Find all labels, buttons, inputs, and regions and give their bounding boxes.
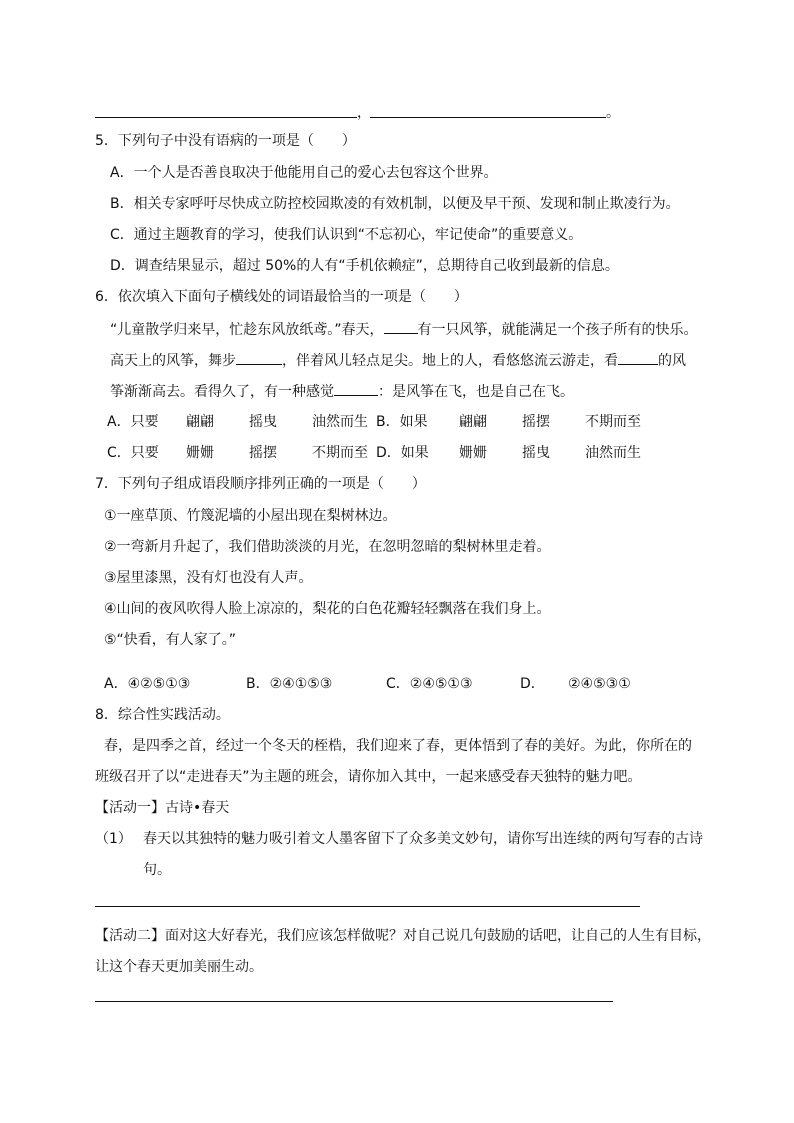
option-word: 不期而至 xyxy=(585,414,641,430)
question-5-option-d[interactable]: D．调查结果显示，超过 50%的人有“手机依赖症”，总期待自己收到最新的信息。 xyxy=(110,258,619,274)
question-5-option-c[interactable]: C．通过主题教育的学习，使我们认识到“不忘初心，牢记使命”的重要意义。 xyxy=(110,227,583,243)
question-7-option-d-label[interactable]: D． xyxy=(520,676,545,692)
fill-blank-3[interactable] xyxy=(618,350,658,365)
question-6-stem: 6．依次填入下面句子横线处的词语最恰当的一项是（ ） xyxy=(95,289,468,305)
question-7-option-d-text: ②④⑤③① xyxy=(568,676,631,692)
option-word: 油然而生 xyxy=(312,414,368,430)
answer-blank-2[interactable] xyxy=(370,117,606,118)
question-6-passage-line-3 xyxy=(110,381,574,402)
activity-1-prompt-line-1: 春天以其独特的魅力吸引着文人墨客留下了众多美文妙句，请你写出连续的两句写春的古诗 xyxy=(143,831,703,847)
option-word: 摇摆 xyxy=(249,445,277,461)
question-8-stem: 8．综合性实践活动。 xyxy=(95,707,230,723)
question-8-intro-line-2: 班级召开了以“走进春天”为主题的班会，请你加入其中，一起来感受春天独特的魅力吧。 xyxy=(95,769,642,785)
question-7-sentence-1: ①一座草顶、竹篾泥墙的小屋出现在梨树林边。 xyxy=(104,508,397,524)
activity-1-answer-line[interactable] xyxy=(95,906,640,907)
option-word: 翩翩 xyxy=(186,414,214,430)
activity-2-prompt-line-1 xyxy=(95,926,711,946)
fill-blank-4[interactable] xyxy=(334,381,378,396)
activity-2-answer-line[interactable] xyxy=(95,1001,613,1002)
fill-blank-2[interactable] xyxy=(236,350,282,365)
question-7-option-c[interactable]: C．②④⑤①③ xyxy=(386,676,473,692)
option-word: 摇曳 xyxy=(522,445,550,461)
question-7-sentence-4: ④山间的夜风吹得人脸上凉凉的，梨花的白色花瓣轻轻飘落在我们身上。 xyxy=(104,601,551,617)
activity-2-text: 面对这大好春光，我们应该怎样做呢？对自己说几句鼓励的话吧，让自己的人生有目标， xyxy=(165,928,711,944)
passage-text: “儿童散学归来早，忙趁东风放纸鸢。”春天， xyxy=(110,322,384,338)
option-word: 摇曳 xyxy=(249,414,277,430)
period-text: 。 xyxy=(606,105,620,121)
question-8-intro-line-1: 春，是四季之首，经过一个冬天的桎梏，我们迎来了春，更体悟到了春的美好。为此，你所在的 xyxy=(104,738,692,754)
activity-2-prompt-line-2: 让这个春天更加美丽生动。 xyxy=(95,959,263,975)
question-5-option-b[interactable]: B．相关专家呼吁尽快成立防控校园欺凌的有效机制，以便及早干预、发现和制止欺凌行为。 xyxy=(110,196,680,212)
activity-2-label: 【活动二】 xyxy=(95,928,165,944)
question-7-sentence-5: ⑤“快看，有人家了。” xyxy=(104,632,237,648)
question-6-passage-line-1 xyxy=(110,319,698,340)
option-c-label[interactable]: C．只要 xyxy=(107,445,159,461)
question-7-stem: 7．下列句子组成语段顺序排列正确的一项是（ ） xyxy=(95,476,426,492)
question-7-sentence-3: ③屋里漆黑，没有灯也没有人声。 xyxy=(104,570,313,586)
option-word: 翩翩 xyxy=(459,414,487,430)
question-7-option-b[interactable]: B．②④①⑤③ xyxy=(246,676,333,692)
answer-blank-1[interactable] xyxy=(95,117,357,118)
option-word: 姗姗 xyxy=(186,445,214,461)
question-5-stem: 5．下列句子中没有语病的一项是（ ） xyxy=(95,133,356,149)
comma-text: ， xyxy=(357,105,371,121)
activity-1-title: 【活动一】古诗•春天 xyxy=(95,800,230,816)
passage-text: 的风 xyxy=(658,353,686,369)
question-7-sentence-2: ②一弯新月升起了，我们借助淡淡的月光，在忽明忽暗的梨树林里走着。 xyxy=(104,539,551,555)
question-6-passage-line-2 xyxy=(110,350,686,371)
option-word: 油然而生 xyxy=(585,445,641,461)
passage-text: 有一只风筝，就能满足一个孩子所有的快乐。 xyxy=(417,322,698,338)
passage-text: ，伴着风儿轻点足尖。地上的人，看悠悠流云游走，看 xyxy=(282,353,618,369)
passage-text: 筝渐渐高去。看得久了，有一种感觉 xyxy=(110,384,334,400)
fill-blank-1[interactable] xyxy=(384,319,418,334)
option-word: 姗姗 xyxy=(459,445,487,461)
question-7-option-a[interactable]: A．④②⑤①③ xyxy=(104,676,191,692)
activity-1-item-number: （1） xyxy=(95,831,132,847)
option-d-label[interactable]: D．如果 xyxy=(376,445,429,461)
activity-1-prompt-line-2: 句。 xyxy=(143,862,171,878)
question-5-option-a[interactable]: A．一个人是否善良取决于他能用自己的爱心去包容这个世界。 xyxy=(110,165,498,181)
option-word: 摇摆 xyxy=(522,414,550,430)
passage-text: 高天上的风筝，舞步 xyxy=(110,353,236,369)
option-b-label[interactable]: B．如果 xyxy=(376,414,428,430)
option-a-label[interactable]: A．只要 xyxy=(107,414,159,430)
option-word: 不期而至 xyxy=(312,445,368,461)
passage-text: ：是风筝在飞，也是自己在飞。 xyxy=(378,384,574,400)
